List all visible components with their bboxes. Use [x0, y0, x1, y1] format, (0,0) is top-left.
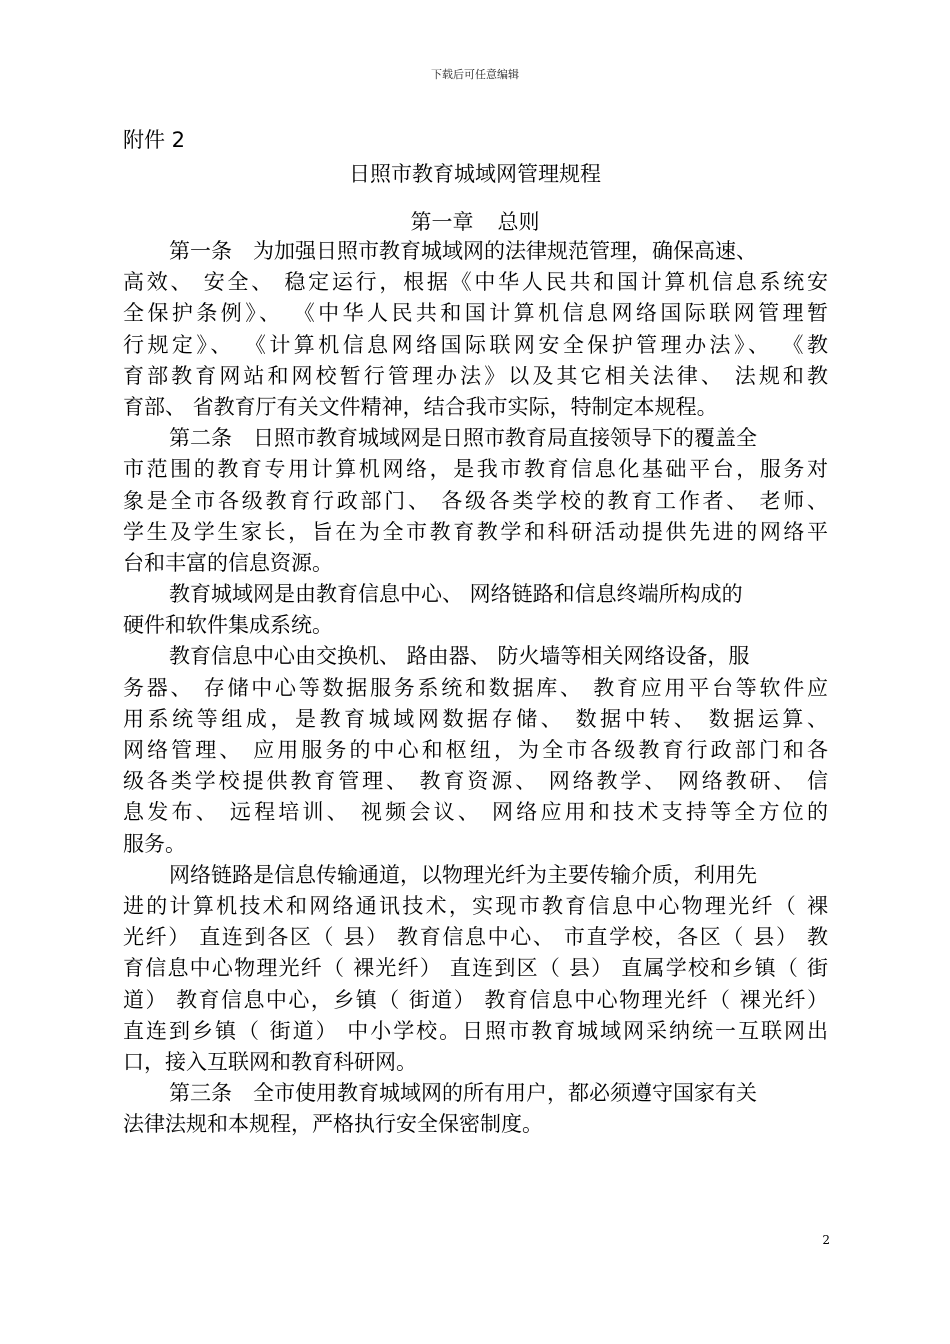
- text-line: 第二条 日照市教育城域网是日照市教育局直接领导下的覆盖全: [169, 426, 757, 451]
- text-line: 网络管理、 应用服务的中心和枢纽，为全市各级教育行政部门和各: [123, 738, 828, 762]
- text-line: 全保护条例》、 《中华人民共和国计算机信息网络国际联网管理暂: [123, 301, 828, 326]
- header-note: 下载后可任意编辑: [431, 68, 519, 81]
- document-title: 日照市教育城域网管理规程: [349, 162, 601, 186]
- text-line: 务器、 存储中心等数据服务系统和数据库、 教育应用平台等软件应: [123, 675, 828, 700]
- chapter-heading: [0, 206, 950, 236]
- text-line: 光纤） 直连到各区（ 县） 教育信息中心、 市直学校，各区（ 县） 教: [123, 925, 828, 950]
- text-line: 直连到乡镇（ 街道） 中小学校。日照市教育城域网采纳统一互联网出: [123, 1018, 828, 1043]
- text-line: 硬件和软件集成系统。: [123, 613, 333, 638]
- text-line: 息发布、 远程培训、 视频会议、 网络应用和技术支持等全方位的: [123, 800, 828, 825]
- text-line: 口，接入互联网和教育科研网。: [123, 1049, 417, 1074]
- text-line: 育部教育网站和网校暂行管理办法》以及其它相关法律、 法规和教: [123, 363, 828, 388]
- text-line: 育信息中心物理光纤（ 裸光纤） 直连到区（ 县） 直属学校和乡镇（ 街: [123, 956, 828, 981]
- text-line: 法律法规和本规程，严格执行安全保密制度。: [123, 1112, 543, 1137]
- text-line: 第一条 为加强日照市教育城域网的法律规范管理，确保高速、: [169, 239, 757, 263]
- attachment-label: 附件 2: [123, 128, 186, 152]
- text-line: 用系统等组成，是教育城域网数据存储、 数据中转、 数据运算、: [123, 706, 828, 731]
- text-line: 学生及学生家长，旨在为全市教育教学和科研活动提供先进的网络平: [123, 519, 828, 544]
- text-line: 象是全市各级教育行政部门、 各级各类学校的教育工作者、 老师、: [123, 488, 828, 513]
- text-line: 教育信息中心由交换机、 路由器、 防火墙等相关网络设备，服: [169, 644, 750, 669]
- text-line: 道） 教育信息中心，乡镇（ 街道） 教育信息中心物理光纤（ 裸光纤）: [123, 987, 828, 1012]
- text-line: 市范围的教育专用计算机网络，是我市教育信息化基础平台，服务对: [123, 457, 828, 482]
- chapter-number: 第一章: [410, 210, 474, 234]
- text-line: 台和丰富的信息资源。: [123, 550, 333, 575]
- chapter-name: 总则: [497, 210, 540, 234]
- page-number: 2: [822, 1233, 830, 1247]
- text-line: 第三条 全市使用教育城域网的所有用户，都必须遵守国家有关: [169, 1081, 757, 1106]
- text-line: 服务。: [123, 831, 186, 856]
- text-line: 育部、 省教育厅有关文件精神，结合我市实际，特制定本规程。: [123, 394, 718, 419]
- text-line: 高效、 安全、 稳定运行，根据《中华人民共和国计算机信息系统安: [123, 270, 828, 295]
- body-text: [123, 236, 828, 1140]
- text-line: 教育城域网是由教育信息中心、 网络链路和信息终端所构成的: [169, 582, 743, 607]
- text-line: 行规定》、 《计算机信息网络国际联网安全保护管理办法》、 《教: [123, 332, 828, 357]
- text-line: 网络链路是信息传输通道，以物理光纤为主要传输介质，利用先: [169, 862, 757, 887]
- text-line: 级各类学校提供教育管理、 教育资源、 网络教学、 网络教研、 信: [123, 769, 828, 794]
- text-line: 进的计算机技术和网络通讯技术，实现市教育信息中心物理光纤（ 裸: [123, 893, 828, 918]
